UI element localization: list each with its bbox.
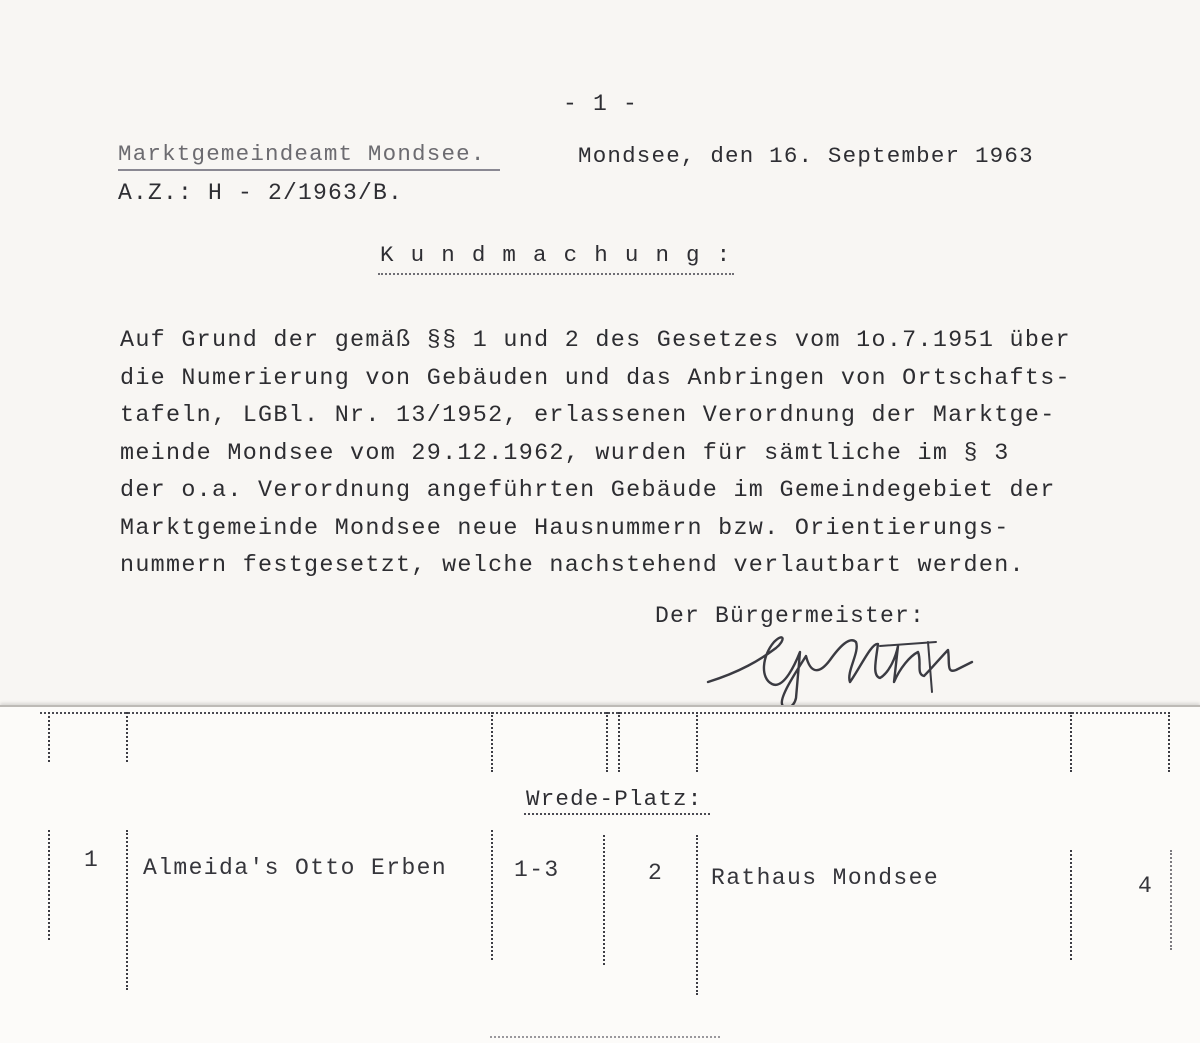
- column-divider: [1070, 712, 1072, 772]
- announcement-body: [120, 323, 1080, 586]
- orientation-number: 4: [1138, 873, 1154, 899]
- column-divider: [126, 830, 128, 990]
- column-divider: [1170, 850, 1172, 950]
- section-title-underline: [524, 813, 710, 815]
- new-house-number: 2: [648, 860, 664, 886]
- column-divider: [48, 712, 50, 762]
- heading-underline: [378, 273, 734, 275]
- column-divider: [606, 712, 608, 772]
- reference-number: A.Z.: H - 2/1963/B.: [118, 180, 404, 206]
- office-name: Marktgemeindeamt Mondsee.: [118, 141, 486, 167]
- column-divider: [1070, 850, 1072, 960]
- column-divider: [696, 835, 698, 995]
- office-underline: [118, 169, 500, 171]
- page-number: - 1 -: [563, 91, 639, 117]
- body-line: meinde Mondsee vom 29.12.1962, wurden für sämtliche im § 3: [120, 440, 1010, 467]
- body-line: Marktgemeinde Mondsee neue Hausnummern bzw. Orientierungs-: [120, 515, 1010, 542]
- body-line: Auf Grund der gemäß §§ 1 und 2 des Gesetzes vom 1o.7.1951 über: [120, 328, 1071, 354]
- row-number: 1: [84, 847, 100, 873]
- table-top-border: [40, 712, 1170, 714]
- old-house-numbers: 1-3: [514, 857, 560, 883]
- column-divider: [1168, 712, 1170, 772]
- cut-off-text-line: [490, 1036, 720, 1038]
- body-line: nummern festgesetzt, welche nachstehend verlautbart werden.: [120, 553, 1025, 579]
- building-name: Rathaus Mondsee: [711, 865, 940, 891]
- column-divider: [696, 712, 698, 772]
- owner-name: Almeida's Otto Erben: [143, 855, 448, 881]
- column-divider: [491, 712, 493, 772]
- body-line: die Numerierung von Gebäuden und das Anbringen von Ortschafts-: [120, 365, 1071, 392]
- column-divider: [48, 830, 50, 940]
- signature-label: Der Bürgermeister:: [655, 603, 926, 629]
- column-divider: [126, 712, 128, 762]
- place-date: Mondsee, den 16. September 1963: [578, 143, 1034, 169]
- column-divider: [603, 835, 605, 965]
- column-divider: [491, 830, 493, 960]
- section-title: Wrede-Platz:: [526, 786, 703, 812]
- body-line: der o.a. Verordnung angeführten Gebäude im Gemeindegebiet der: [120, 478, 1056, 504]
- document-heading: K u n d m a c h u n g :: [380, 242, 732, 268]
- column-divider: [618, 712, 620, 772]
- body-line: tafeln, LGBl. Nr. 13/1952, erlassenen Verordnung der Marktge-: [120, 403, 1056, 429]
